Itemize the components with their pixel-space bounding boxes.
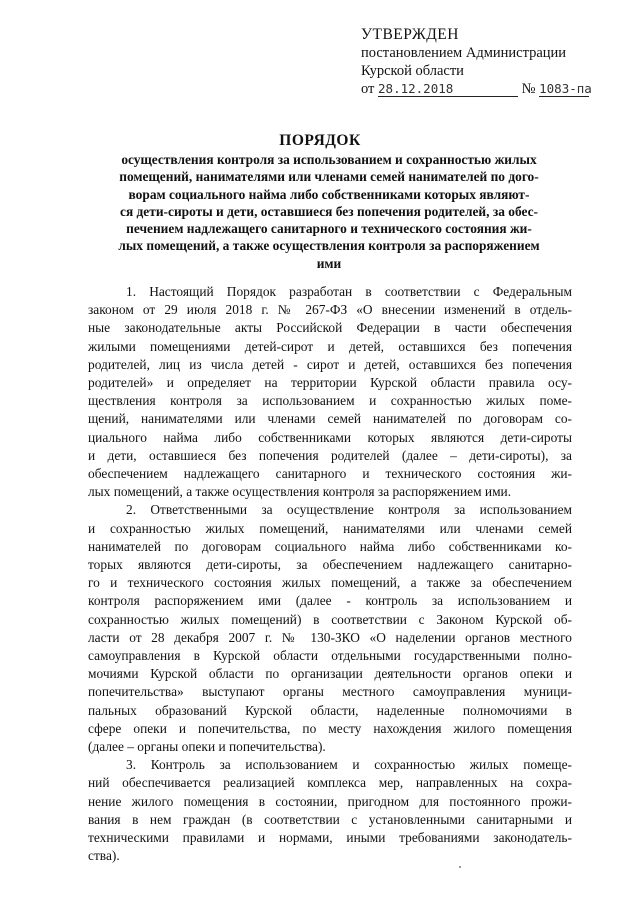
text-line: ласти от 28 декабря 2007 г. № 130-ЗКО «О наделении органов местного <box>88 629 572 645</box>
text-line: го и технического состояния жилых помещений, а также за обеспечением <box>88 575 572 591</box>
approval-block <box>361 26 621 98</box>
text-line: лых помещений, а также осуществления контроля за распоряжением ими. <box>88 484 512 500</box>
scan-speck <box>459 866 461 868</box>
text-line: ные законодательные акты Российской Федерации в части обеспечения <box>88 320 572 336</box>
subtitle-line: ими <box>316 255 342 271</box>
text-line: нанимателей по договорам социального найма либо собственниками ко- <box>88 538 572 554</box>
text-line: циального найма либо собственниками которых являются дети-сироты <box>88 429 572 445</box>
subtitle-line: помещений, нанимателями или членами семей нанимателей по дого- <box>119 169 539 185</box>
paragraph-2 <box>88 501 572 756</box>
text-line: родителей, лиц из числа детей - сирот и детей, оставшихся без попечения <box>88 356 572 372</box>
text-line: 3. Контроль за использованием и сохранностью жилых помеще- <box>126 757 572 773</box>
approval-line-1: постановлением Администрации <box>361 45 567 61</box>
text-line: и дети, оставшиеся без попечения родителей (далее – дети-сироты), за <box>88 447 572 463</box>
text-line: контроля распоряжением ими (далее - контроль за использованием и <box>88 593 572 609</box>
subtitle-line: осуществления контроля за использованием и сохранностью жилых <box>121 152 537 167</box>
text-line: 2. Ответственными за осуществление контроля за использованием <box>126 502 572 518</box>
number-prefix: № <box>521 81 536 97</box>
text-line: техническими правилами и нормами, иными требованиями законодатель- <box>88 830 572 846</box>
document-title: ПОРЯДОК <box>279 132 361 149</box>
text-line: торых являются дети-сироты, за обеспечением надлежащего санитарно- <box>88 557 572 573</box>
document-body <box>88 283 572 866</box>
number-value: 1083-па <box>539 81 592 96</box>
text-line: 1. Настоящий Порядок разработан в соответствии с Федеральным <box>126 284 572 299</box>
text-line: самоуправления в Курской области отдельными государственными полно- <box>88 648 572 664</box>
text-line: ществления контроля за использованием и сохранностью жилых поме- <box>88 393 572 409</box>
text-line: нение жилого помещения в состоянии, пригодном для постоянного прожи- <box>88 793 572 809</box>
text-line: жилыми помещениями детей-сирот и детей, оставшихся без попечения <box>88 338 572 354</box>
text-line: ний обеспечивается реализацией комплекса мер, направленных на сохра- <box>88 775 572 791</box>
approval-date-number-line <box>361 80 621 98</box>
text-line: и сохранностью жилых помещений, нанимателями или членами семей <box>88 520 572 536</box>
paragraph-1 <box>88 283 572 501</box>
text-line: сфере опеки и попечительства, по месту нахождения жилого помещения <box>88 720 572 736</box>
subtitle-line: печением надлежащего санитарного и технического состояния жи- <box>126 221 532 237</box>
subtitle-line: ся дети-сироты и дети, оставшиеся без попечения родителей, за обес- <box>120 203 538 219</box>
text-line: попечительства» выступают органы местного самоуправления муници- <box>88 684 572 700</box>
text-line: законом от 29 июля 2018 г. № 267-ФЗ «О внесении изменений в отдель- <box>88 302 572 318</box>
subtitle-line: ворам социального найма либо собственниками которых являют- <box>128 186 530 202</box>
date-prefix: от <box>361 81 375 97</box>
text-line: ства). <box>88 848 120 864</box>
number-field <box>539 81 592 97</box>
text-line: щений, нанимателями или членами семей нанимателей по договорам со- <box>88 411 572 427</box>
paragraph-3 <box>88 756 572 865</box>
document-subtitle <box>88 151 570 272</box>
date-field <box>378 82 518 97</box>
date-value: 28.12.2018 <box>378 81 454 96</box>
approval-title: УТВЕРЖДЕН <box>361 26 459 43</box>
text-line: пальных образований Курской области, наделенные полномочиями в <box>88 702 572 718</box>
text-line: мочиями Курской области по организации деятельности органов опеки и <box>88 666 572 682</box>
text-line: родителей» и определяет на территории Курской области правила осу- <box>88 375 572 391</box>
text-line: сохранностью жилых помещений) в соответствии с Законом Курской об- <box>88 611 572 627</box>
text-line: обеспечением надлежащего санитарного и технического состояния жи- <box>88 466 572 482</box>
subtitle-line: лых помещений, а также осуществления контроля за распоряжением <box>118 238 540 254</box>
text-line: (далее – органы опеки и попечительства). <box>88 739 326 755</box>
approval-line-2: Курской области <box>361 63 464 79</box>
text-line: вания в нем граждан (в соответствии с установленными санитарными и <box>88 811 572 827</box>
